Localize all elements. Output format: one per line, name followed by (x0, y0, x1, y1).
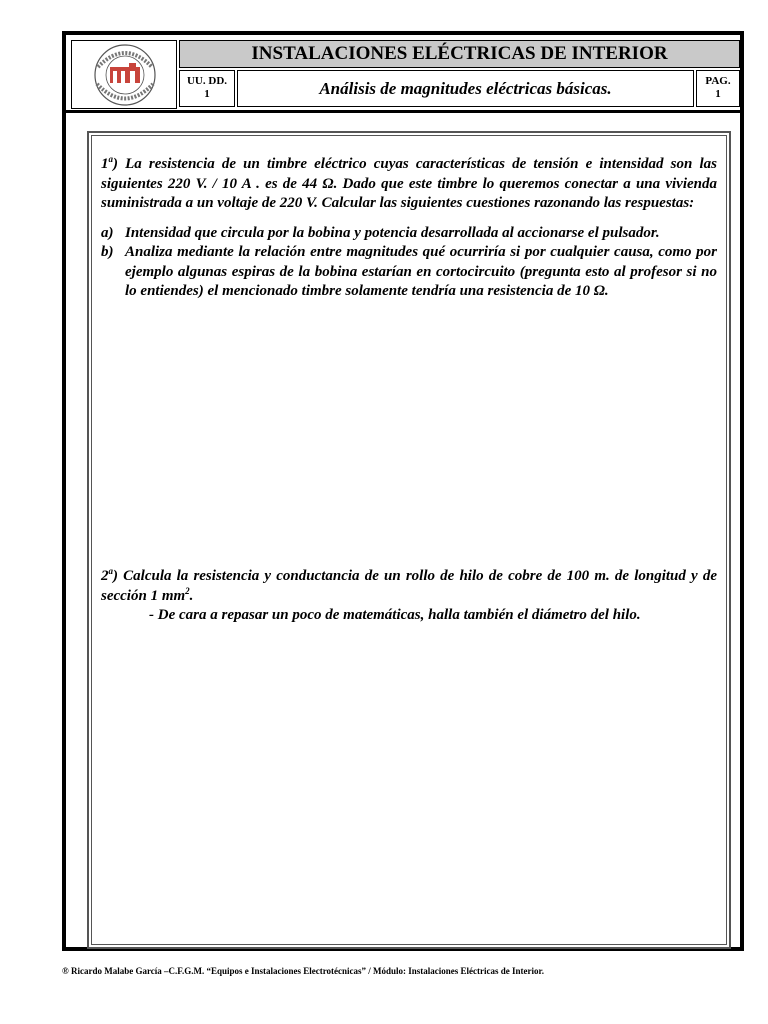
page-number: 1 (715, 88, 721, 100)
unit-cell (179, 70, 235, 107)
institute-logo (72, 41, 178, 110)
subtitle-cell (237, 70, 694, 107)
question-1-text: ) La resistencia de un timbre eléctrico cuyas características de tensión e intensidad son las siguientes 220 V. / 10 A . es de 44 Ω. Dado que este timbre lo queremos conectar a una vivienda suministrada a un voltaje de 220 V. Calcular las siguientes cuestiones razonando las respuestas: (101, 156, 717, 211)
list-item: b) Analiza mediante la relación entre magnitudes qué ocurriría si por cualquier causa, como por ejemplo algunas espiras de la bobina estarían en cortocircuito (pregunta esto al profesor si no lo entiendes) el mencionado timbre solamente tendría una resistencia de 10 Ω. (101, 244, 717, 299)
question-1 (101, 155, 717, 302)
question-2-text: ) Calcula la resistencia y conductancia de un rollo de hilo de cobre de 100 m. de longitud y de sección 1 mm (101, 568, 717, 604)
question-1-statement: 1$^a$) La resistencia de un timbre eléctrico cuyas características de tensión e intensidad son las siguientes 220 V. / 10 A . es de 44 Ω. Dado que este timbre lo queremos conectar a una vivienda suministrada a un voltaje de 220 V. Calcular las siguientes cuestiones razonando las respuestas: (101, 154, 717, 211)
logo-box (71, 40, 177, 109)
question-2-statement: 2$^a$) Calcula la resistencia y conductancia de un rollo de hilo de cobre de 100 m. de longitud y de sección 1 $mm^2$. (101, 566, 717, 604)
unit-label: UU. DD. (186, 75, 228, 87)
question-2-number: 2 (101, 568, 109, 584)
question-2-extra: - De cara a repasar un poco de matemáticas, halla también el diámetro del hilo. (149, 607, 641, 623)
question-1-items (101, 224, 717, 302)
question-2 (101, 567, 717, 626)
list-item: a) Intensidad que circula por la bobina y potencia desarrollada al accionarse el pulsador. (101, 224, 660, 241)
question-1-number: 1 (101, 156, 109, 172)
page-frame (62, 31, 744, 951)
header-divider (66, 110, 740, 113)
unit-value: 1 (204, 88, 210, 100)
page-cell (696, 70, 740, 107)
document-title: INSTALACIONES ELÉCTRICAS DE INTERIOR (179, 40, 740, 68)
document-subtitle: Análisis de magnitudes eléctricas básicas. (319, 79, 612, 98)
page-label: PAG. (705, 75, 731, 87)
exercise-box (87, 131, 731, 949)
page-footer: ® Ricardo Malabe García –C.F.G.M. “Equipos e Instalaciones Electrotécnicas” / Módulo: Instalaciones Eléctricas de Interior. (62, 966, 544, 976)
